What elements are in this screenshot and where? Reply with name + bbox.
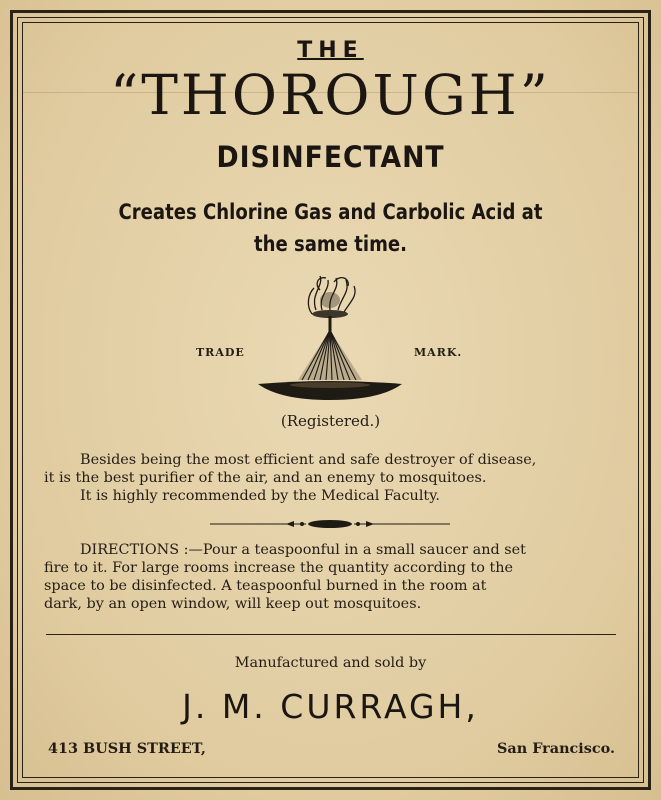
tagline-line-1: Creates Chlorine Gas and Carbolic Acid at <box>118 200 543 224</box>
registered-note: (Registered.) <box>280 412 381 430</box>
directions-line: space to be disinfected. A teaspoonful burned in the room at <box>44 578 487 594</box>
directions-line: fire to it. For large rooms increase the quantity according to the <box>44 560 514 576</box>
footer-divider <box>46 634 616 635</box>
burning-saucer-icon <box>250 272 410 412</box>
tagline-line-2: the same time. <box>253 232 408 256</box>
description-line: It is highly recommended by the Medical Faculty. <box>80 488 441 504</box>
directions-paragraph <box>44 541 622 613</box>
ornamental-divider <box>210 518 450 530</box>
title-the: THE <box>297 38 364 63</box>
description-paragraph <box>44 451 622 505</box>
directions-line: dark, by an open window, will keep out mosquitoes. <box>44 596 422 612</box>
street-address: 413 BUSH STREET, <box>48 740 206 757</box>
description-line: Besides being the most efficient and safe destroyer of disease, <box>80 452 537 468</box>
title-disinfectant: DISINFECTANT <box>216 140 445 174</box>
title-thorough: “THOROUGH” <box>110 63 551 127</box>
city-name: San Francisco. <box>497 740 615 757</box>
maker-name: J. M. CURRAGH, <box>182 687 479 726</box>
manufactured-by: Manufactured and sold by <box>234 655 427 671</box>
description-line: it is the best purifier of the air, and an enemy to mosquitoes. <box>44 470 487 486</box>
directions-line: DIRECTIONS :—Pour a teaspoonful in a small saucer and set <box>80 542 526 558</box>
mark-label: MARK. <box>414 346 463 359</box>
trade-label: TRADE <box>196 346 245 359</box>
